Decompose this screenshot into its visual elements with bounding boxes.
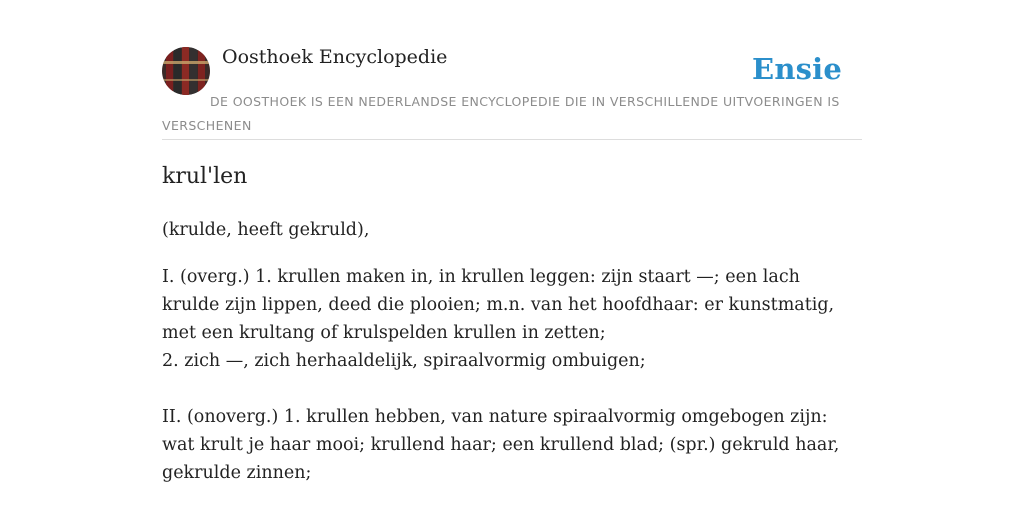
header-divider <box>162 139 862 140</box>
definition-sense-1-part-2: 2. zich —, zich herhaaldelijk, spiraalvormig ombuigen; <box>162 351 646 371</box>
encyclopedia-books-avatar <box>162 47 210 95</box>
ensie-logo-link[interactable]: Ensie <box>752 52 842 86</box>
definition-sense-1 <box>162 263 862 375</box>
entry-headword: krul'len <box>162 164 248 189</box>
definition-sense-1-part-1: I. (overg.) 1. krullen maken in, in krullen leggen: zijn staart —; een lach krulde zijn lippen, deed die plooien; m.n. van het hoofdhaar: er kunstmatig, met een krultang of krulspelden krullen in zetten; <box>162 267 835 343</box>
entry-forms: (krulde, heeft gekruld), <box>162 220 370 240</box>
site-subtitle: DE OOSTHOEK IS EEN NEDERLANDSE ENCYCLOPEDIE DIE IN VERSCHILLENDE UITVOERINGEN IS VERSCHENEN <box>162 94 840 133</box>
definition-sense-2: II. (onoverg.) 1. krullen hebben, van nature spiraalvormig omgebogen zijn: wat krult je haar mooi; krullend haar; een krullend blad; (spr.) gekruld haar, gekrulde zinnen; <box>162 407 840 483</box>
site-title-link[interactable]: Oosthoek Encyclopedie <box>222 46 448 68</box>
page <box>162 0 862 512</box>
